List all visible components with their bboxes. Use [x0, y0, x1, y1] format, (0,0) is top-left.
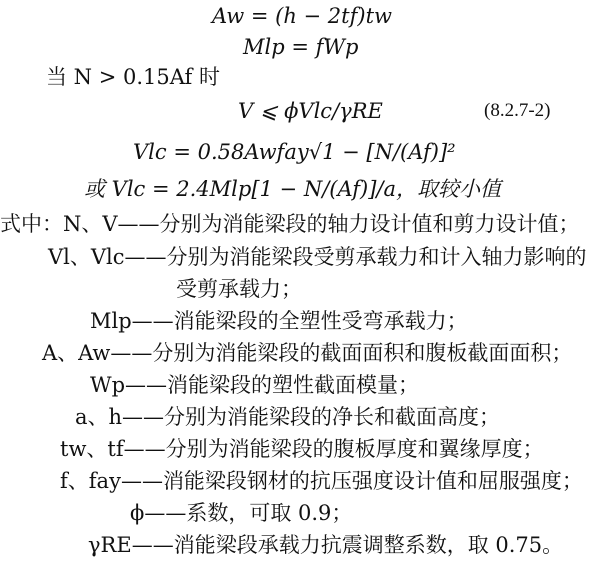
- definition-term: γRE: [88, 533, 132, 557]
- definition-term: Mlp: [90, 309, 132, 333]
- definition-desc: ——分别为消能梁段的轴力设计值和剪力设计值；: [117, 212, 580, 236]
- definition-desc: ——消能梁段承载力抗震调整系数，取 0.75。: [131, 533, 564, 557]
- definition-desc: ——消能梁段的塑性截面模量；: [125, 373, 420, 397]
- formula-v-check: V ⩽ ϕVlc/γRE: [238, 99, 383, 123]
- formula-vlc-2: 或 Vlc = 2.4Mlp[1 − N/(Af)]/a，取较小值: [84, 177, 502, 201]
- definition-row: [60, 467, 583, 495]
- condition-text: 当 N > 0.15Af 时: [46, 65, 220, 89]
- definition-term: A、Aw: [42, 341, 111, 365]
- definition-row: [60, 435, 544, 463]
- definition-term: Vl、Vlc: [48, 245, 125, 269]
- definition-row: [0, 210, 580, 238]
- definition-row: [42, 339, 572, 367]
- definition-term: 式中：N、V: [0, 212, 118, 236]
- definition-desc: ——分别为消能梁段受剪承载力和计入轴力影响的: [124, 245, 587, 269]
- definition-row: [90, 371, 419, 399]
- definition-desc: ——分别为消能梁段的腹板厚度和翼缘厚度；: [123, 437, 544, 461]
- formula-aw: Aw = (h − 2tf)tw: [212, 4, 392, 28]
- definition-row: [48, 243, 587, 271]
- definition-desc: ——分别为消能梁段的截面面积和腹板截面面积；: [110, 341, 573, 365]
- definition-term: a、h: [75, 405, 123, 429]
- definition-row: [176, 275, 302, 303]
- definition-desc: ——消能梁段钢材的抗压强度设计值和屈服强度；: [120, 469, 583, 493]
- definition-desc: 受剪承载力；: [176, 277, 302, 301]
- definition-desc: ——消能梁段的全塑性受弯承载力；: [131, 309, 468, 333]
- definition-row: [75, 403, 500, 431]
- definition-term: tw、tf: [60, 437, 124, 461]
- definition-desc: ——分别为消能梁段的净长和截面高度；: [122, 405, 501, 429]
- definition-row: [88, 531, 563, 559]
- definition-row: [130, 499, 352, 527]
- equation-number: (8.2.7-2): [484, 100, 551, 121]
- definition-term: f、fay: [60, 469, 121, 493]
- formula-vlc-1: Vlc = 0.58Awfay√1 − [N/(Af)]²: [133, 140, 456, 164]
- definition-desc: ——系数，可取 0.9；: [144, 501, 353, 525]
- definition-row: [90, 307, 468, 335]
- definition-term: ϕ: [130, 501, 145, 525]
- definition-term: Wp: [90, 373, 126, 397]
- formula-mlp: Mlp = fWp: [243, 35, 359, 59]
